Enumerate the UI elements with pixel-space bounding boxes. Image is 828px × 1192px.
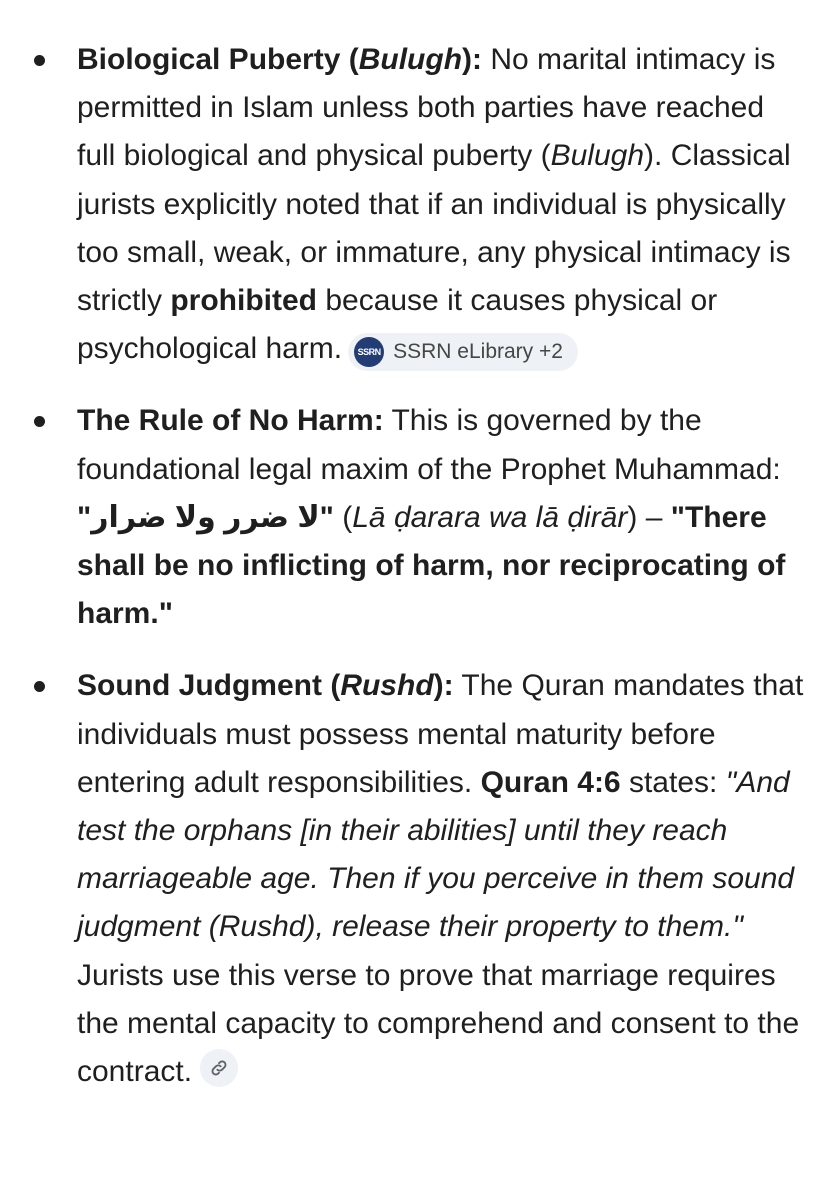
list-item-no-harm (0, 397, 828, 638)
item-text: This is governed by the foundational legal maxim of the Prophet Muhammad: (77, 404, 781, 486)
maxim-translation: "There shall be no inflicting of harm, nor reciprocating of harm." (77, 500, 786, 631)
verse-reference: Quran 4:6 (480, 765, 621, 799)
list-item-biological-puberty (0, 36, 828, 373)
item-text: ( (333, 500, 353, 534)
arabic-maxim: "لا ضرر ولا ضرار" (77, 500, 334, 534)
item-title: The Rule of No Harm: (77, 404, 384, 438)
item-text: because it causes physical or psychological harm. (77, 284, 718, 366)
item-title: Sound Judgment (Rushd): (77, 669, 454, 703)
verse-quote: "And test the orphans [in their abilities] until they reach marriageable age. Then if you perceive in them sound judgment (Rushd), release their property to them." (77, 765, 795, 944)
item-text: The Quran mandates that individuals must possess mental maturity before entering adult responsibilities. (77, 669, 804, 799)
bullet-list (0, 36, 828, 1096)
item-title: Biological Puberty (Bulugh): (77, 43, 483, 76)
transliteration: Lā ḍarara wa lā ḍirār (352, 500, 628, 534)
bullet-dot (34, 681, 45, 692)
ssrn-logo-icon: SSRN (354, 337, 384, 367)
item-emphasis: prohibited (170, 284, 317, 318)
item-text: ) – (627, 500, 671, 534)
item-text: ). Classical jurists explicitly noted that if an individual is physically too small, weak, or immature, any physical intimacy is strictly (77, 139, 791, 318)
item-text: states: (620, 765, 726, 799)
bullet-dot (34, 55, 45, 66)
item-text: No marital intimacy is permitted in Islam unless both parties have reached full biological and physical puberty ( (77, 43, 776, 173)
link-button[interactable] (200, 1049, 238, 1087)
item-term: Bulugh (550, 139, 645, 173)
source-chip-ssrn[interactable] (348, 333, 578, 371)
bullet-dot (34, 416, 45, 427)
link-icon (209, 1058, 229, 1078)
list-item-sound-judgment (0, 662, 828, 1096)
source-chip-label: SSRN eLibrary +2 (393, 340, 563, 364)
item-text: Jurists use this verse to prove that marriage requires the mental capacity to comprehend and consent to the contract. (77, 958, 800, 1089)
